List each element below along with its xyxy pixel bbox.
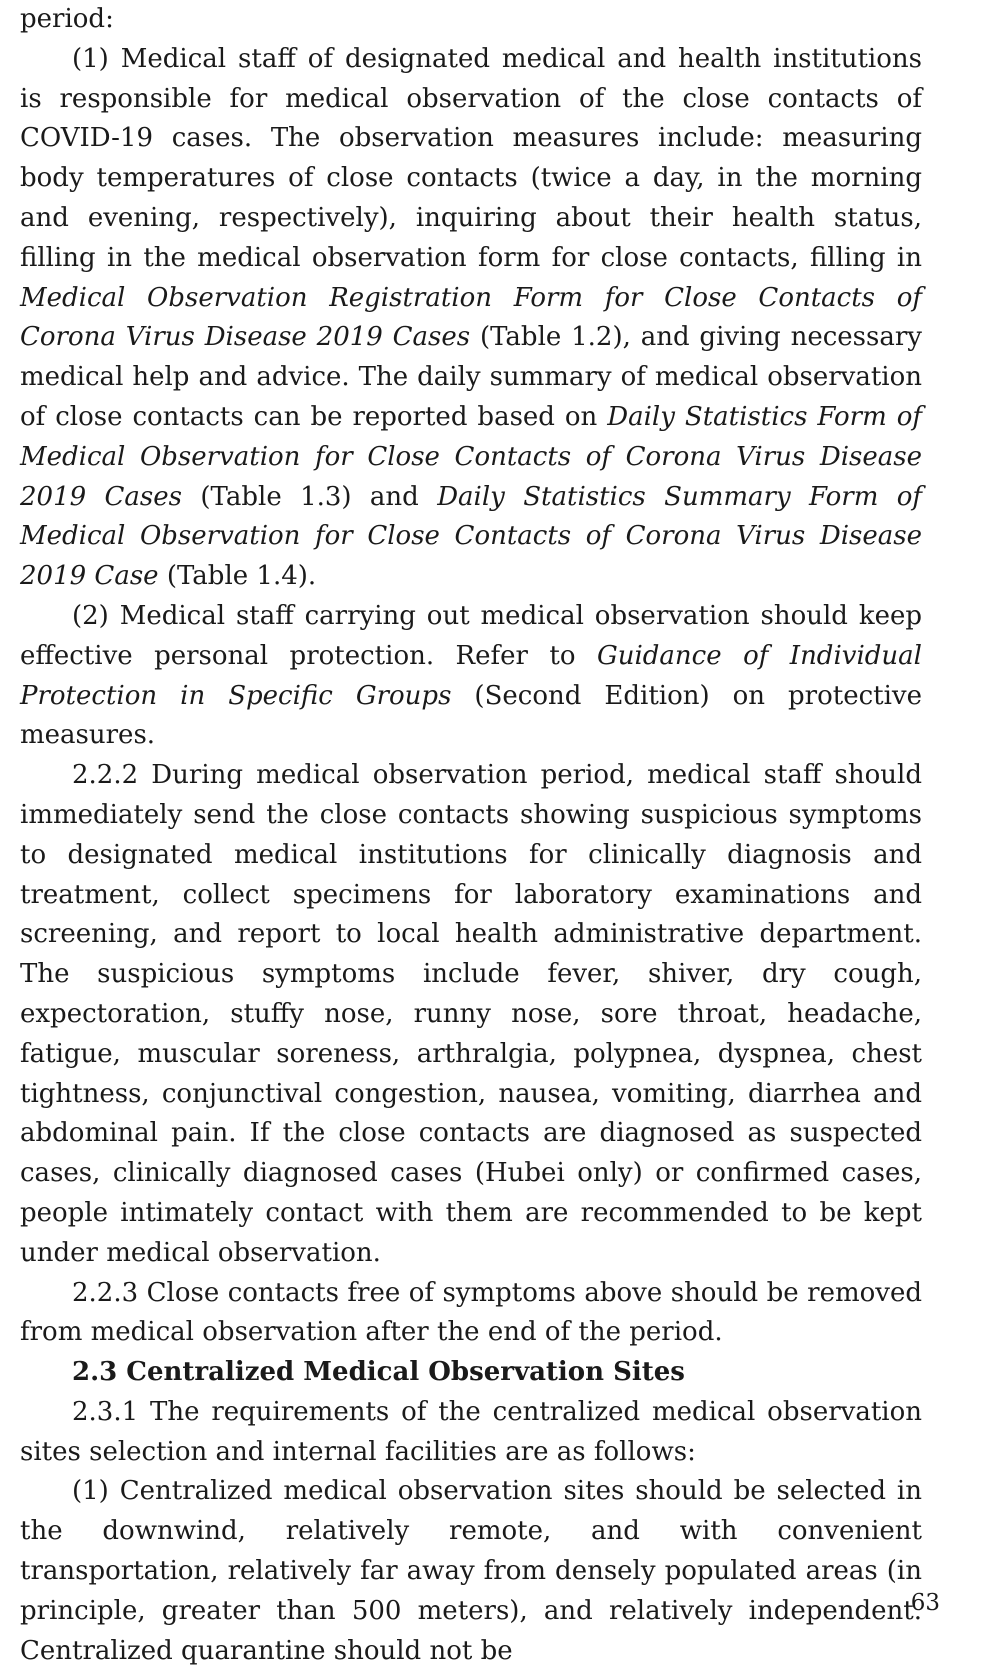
guidance-title: Guidance of Individual Protection in Specific Groups <box>20 640 922 711</box>
section-heading <box>20 1353 922 1393</box>
page-number: 63 <box>910 1590 940 1616</box>
continuation-line: period: <box>20 4 114 34</box>
paragraph-personal-protection: (2) Medical staff carrying out medical observation should keep effective personal protection. Refer to Guidance of Individual Protection in Specific Groups (Second Edition) on protective measures. <box>20 600 922 751</box>
section-heading-text: 2.3 Centralized Medical Observation Sites <box>72 1357 685 1388</box>
paragraph-2-2-2: 2.2.2 During medical observation period, medical staff should immediately send the close contacts showing suspicious symptoms to designated medical institutions for clinically diagnosis and treatment, collect specimens for laboratory examinations and screening, and report to local health administrative department. The suspicious symptoms include fever, shiver, dry cough, expectoration, stuffy nose, runny nose, sore throat, headache, fatigue, muscular soreness, arthralgia, polypnea, dyspnea, chest tightness, conjunctival congestion, nausea, vomiting, diarrhea and abdominal pain. If the close contacts are diagnosed as suspected cases, clinically diagnosed cases (Hubei only) or confirmed cases, people intimately contact with them are recommended to be kept under medical observation. <box>20 760 922 1268</box>
paragraph-2-3-1: 2.3.1 The requirements of the centralized medical observation sites selection and internal facilities are as follows: <box>20 1396 922 1467</box>
paragraph-site-selection: (1) Centralized medical observation sites should be selected in the downwind, relatively remote, and with convenient transportation, relatively far away from densely populated areas (in principle, greater than 500 meters), and relatively independent. Centralized quarantine should not be <box>20 1476 922 1666</box>
form-title-daily-summary: Daily Statistics Summary Form of Medical Observation for Close Contacts of Corona Virus Disease 2019 Case <box>20 481 923 592</box>
form-title-registration: Medical Observation Registration Form for Close Contacts of Corona Virus Disease 2019 Cases <box>20 282 922 353</box>
document-page <box>20 0 922 1671</box>
form-title-daily-statistics: Daily Statistics Form of Medical Observation for Close Contacts of Corona Virus Disease 2019 Cases <box>20 401 922 512</box>
paragraph-2-2-3: 2.2.3 Close contacts free of symptoms above should be removed from medical observation after the end of the period. <box>20 1277 922 1348</box>
paragraph-medical-observation-duties: (1) Medical staff of designated medical and health institutions is responsible for medical observation of the close contacts of COVID-19 cases. The observation measures include: measuring body temperatures of close contacts (twice a day, in the morning and evening, respectively), inquiring about their health status, filling in the medical observation form for close contacts, filling in Medical Observation Registration Form for Close Contacts of Corona Virus Disease 2019 Cases (Table 1.2), and giving necessary medical help and advice. The daily summary of medical observation of close contacts can be reported based on Daily Statistics Form of Medical Observation for Close Contacts of Corona Virus Disease 2019 Cases (Table 1.3) and Daily Statistics Summary Form of Medical Observation for Close Contacts of Corona Virus Disease 2019 Case (Table 1.4). <box>20 43 923 592</box>
